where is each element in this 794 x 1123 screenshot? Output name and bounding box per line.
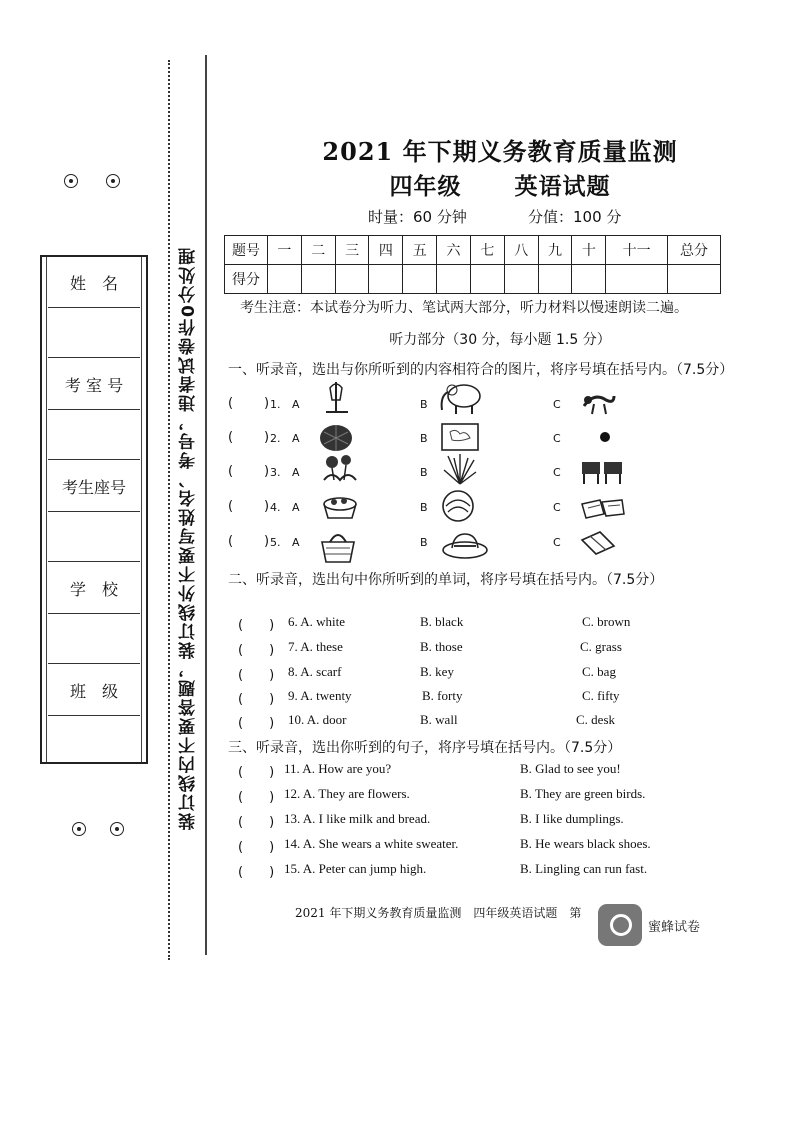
option-b: B. wall: [420, 712, 458, 727]
dot-icon: [598, 430, 612, 444]
info-field-class[interactable]: [48, 717, 140, 757]
score-input-cell[interactable]: [538, 265, 572, 294]
score-table-score-row: [225, 265, 721, 294]
option-c: C. grass: [580, 639, 622, 654]
option-c: C. bag: [582, 664, 616, 679]
answer-bracket[interactable]: ( ): [238, 765, 275, 780]
question-number: 5.: [270, 536, 281, 549]
score-cell: 总分: [668, 236, 721, 265]
handbag-icon: [318, 528, 358, 564]
sentence-question-row: [238, 811, 698, 835]
bracket-close: ): [264, 464, 270, 479]
option-b: B. those: [420, 639, 463, 654]
option-c-label: C: [553, 501, 561, 514]
round-mat-icon: [318, 422, 354, 454]
time-limit: 时量：60 分钟: [368, 208, 467, 226]
question-number: 4.: [270, 501, 281, 514]
option-b: B. Lingling can run fast.: [520, 861, 648, 876]
section1-title: 一、听录音，选出与你所听到的内容相符合的图片，将序号填在括号内。（7.5分）: [228, 362, 734, 378]
binding-notice: 装订线内不要答题，装订线外不要写姓名、考号，违者试卷作0分处理: [179, 246, 199, 830]
bracket-close: ): [264, 430, 270, 445]
bracket-close: ): [264, 499, 270, 514]
info-label-school: 学 校: [48, 563, 140, 614]
elephant-icon: [436, 380, 486, 416]
info-field-school[interactable]: [48, 615, 140, 664]
binding-solid-line: [205, 55, 207, 955]
monkey-icon: [580, 388, 618, 416]
score-input-cell[interactable]: [268, 265, 302, 294]
section3-title: 三、听录音，选出你听到的句子，将序号填在括号内。（7.5分）: [228, 740, 622, 756]
word-question-row: [238, 614, 698, 638]
sentence-question-row: [238, 836, 698, 860]
option-a: 13. A. I like milk and bread.: [284, 811, 431, 826]
option-c: C. brown: [582, 614, 631, 629]
score-cell: 题号: [225, 236, 268, 265]
eraser-icon: [578, 530, 618, 558]
hat-icon: [440, 530, 490, 562]
score-input-cell[interactable]: [470, 265, 504, 294]
option-a-label: A: [292, 501, 300, 514]
score-cell: 一: [268, 236, 302, 265]
total-score: 分值：100 分: [528, 208, 622, 226]
word-question-row: [238, 664, 698, 688]
score-row-label: 得分: [225, 265, 268, 294]
word-question-row: [238, 639, 698, 663]
score-input-cell[interactable]: [668, 265, 721, 294]
binding-hole-icon: [106, 174, 120, 188]
word-question-row: [238, 712, 698, 736]
info-label-name: 姓 名: [48, 257, 140, 308]
option-b: B. They are green birds.: [520, 786, 646, 801]
score-input-cell[interactable]: [403, 265, 437, 294]
score-cell: 七: [470, 236, 504, 265]
score-cell: 五: [403, 236, 437, 265]
sentence-question-row: [238, 786, 698, 810]
info-field-seat[interactable]: [48, 513, 140, 562]
option-c-label: C: [553, 432, 561, 445]
score-cell: 六: [437, 236, 471, 265]
option-a: 12. A. They are flowers.: [284, 786, 410, 801]
answer-bracket[interactable]: ( ): [238, 815, 275, 830]
option-b-label: B: [420, 536, 428, 549]
flowers-icon: [320, 452, 360, 484]
score-cell: 十一: [606, 236, 668, 265]
answer-bracket[interactable]: ( ): [238, 692, 275, 707]
info-field-name[interactable]: [48, 309, 140, 358]
books-icon: [578, 494, 628, 522]
option-a-label: A: [292, 466, 300, 479]
option-b: B. I like dumplings.: [520, 811, 624, 826]
question-number: 2.: [270, 432, 281, 445]
bracket-close: ): [264, 396, 270, 411]
info-field-room[interactable]: [48, 411, 140, 460]
binding-hole-icon: [110, 822, 124, 836]
option-a-label: A: [292, 432, 300, 445]
option-b: B. Glad to see you!: [520, 761, 621, 776]
option-b-label: B: [420, 398, 428, 411]
page-footer: 2021 年下期义务教育质量监测 四年级英语试题 第: [295, 906, 582, 920]
answer-bracket[interactable]: ( ): [238, 643, 275, 658]
score-table: [224, 235, 721, 294]
student-info-table: [40, 255, 148, 764]
option-a: 11. A. How are you?: [284, 761, 392, 776]
option-c-label: C: [553, 398, 561, 411]
exam-title: 2021 年下期义务教育质量监测: [322, 137, 678, 166]
option-a: 15. A. Peter can jump high.: [284, 861, 427, 876]
score-table-header-row: [225, 236, 721, 265]
answer-bracket[interactable]: ( ): [238, 865, 275, 880]
answer-bracket[interactable]: (: [228, 396, 234, 411]
cabbage-icon: [438, 488, 478, 524]
answer-bracket[interactable]: (: [228, 464, 234, 479]
option-c: C. desk: [576, 712, 615, 727]
option-b: B. He wears black shoes.: [520, 836, 651, 851]
sentence-question-row: [238, 861, 698, 885]
option-c-label: C: [553, 536, 561, 549]
score-input-cell[interactable]: [504, 265, 538, 294]
answer-bracket[interactable]: ( ): [238, 840, 275, 855]
question-number: 1.: [270, 398, 281, 411]
score-cell: 二: [301, 236, 335, 265]
grade-label: 四年级: [389, 173, 462, 200]
info-label-class: 班 级: [48, 665, 140, 716]
score-cell: 四: [369, 236, 403, 265]
word-question-row: [238, 688, 698, 712]
score-input-cell[interactable]: [301, 265, 335, 294]
score-input-cell[interactable]: [606, 265, 668, 294]
option-a: 10. A. door: [288, 712, 347, 727]
cows-icon: [578, 456, 626, 486]
score-input-cell[interactable]: [572, 265, 606, 294]
question-number: 3.: [270, 466, 281, 479]
grass-icon: [440, 452, 480, 486]
exam-subtitle: [220, 168, 780, 201]
map-icon: [440, 422, 480, 452]
option-a: 7. A. these: [288, 639, 343, 654]
answer-bracket[interactable]: ( ): [238, 716, 275, 731]
option-c-label: C: [553, 466, 561, 479]
answer-bracket[interactable]: (: [228, 430, 234, 445]
listening-section-title: 听力部分（30 分，每小题 1.5 分）: [389, 332, 611, 348]
exam-notice: 考生注意：本试卷分为听力、笔试两大部分，听力材料以慢速朗读二遍。: [240, 300, 688, 316]
option-a: 14. A. She wears a white sweater.: [284, 836, 459, 851]
watermark-logo-icon: [598, 904, 642, 946]
option-a-label: A: [292, 536, 300, 549]
option-b-label: B: [420, 466, 428, 479]
score-cell: 十: [572, 236, 606, 265]
sentence-question-row: [238, 761, 698, 785]
binding-hole-icon: [64, 174, 78, 188]
answer-bracket[interactable]: ( ): [238, 618, 275, 633]
option-b: B. black: [420, 614, 464, 629]
lamp-icon: [322, 378, 354, 418]
option-a: 6. A. white: [288, 614, 346, 629]
option-b: B. forty: [422, 688, 463, 703]
basket-icon: [320, 490, 360, 522]
score-input-cell[interactable]: [437, 265, 471, 294]
score-input-cell[interactable]: [369, 265, 403, 294]
info-label-seat: 考生座号: [48, 461, 140, 512]
watermark-text: 蜜蜂试卷: [648, 920, 701, 935]
binding-dotted-line: [168, 60, 170, 960]
subject-label: 英语试题: [514, 173, 611, 200]
score-cell: 九: [538, 236, 572, 265]
answer-bracket[interactable]: (: [228, 499, 234, 514]
option-a-label: A: [292, 398, 300, 411]
score-cell: 三: [335, 236, 369, 265]
info-label-room: 考 室 号: [48, 359, 140, 410]
option-b: B. key: [420, 664, 454, 679]
score-input-cell[interactable]: [335, 265, 369, 294]
section2-title: 二、听录音，选出句中你所听到的单词，将序号填在括号内。（7.5分）: [228, 572, 664, 588]
answer-bracket[interactable]: ( ): [238, 790, 275, 805]
bracket-close: ): [264, 534, 270, 549]
option-c: C. fifty: [582, 688, 620, 703]
option-a: 9. A. twenty: [288, 688, 352, 703]
answer-bracket[interactable]: ( ): [238, 668, 275, 683]
binding-hole-icon: [72, 822, 86, 836]
option-b-label: B: [420, 432, 428, 445]
score-cell: 八: [504, 236, 538, 265]
answer-bracket[interactable]: (: [228, 534, 234, 549]
option-a: 8. A. scarf: [288, 664, 342, 679]
option-b-label: B: [420, 501, 428, 514]
